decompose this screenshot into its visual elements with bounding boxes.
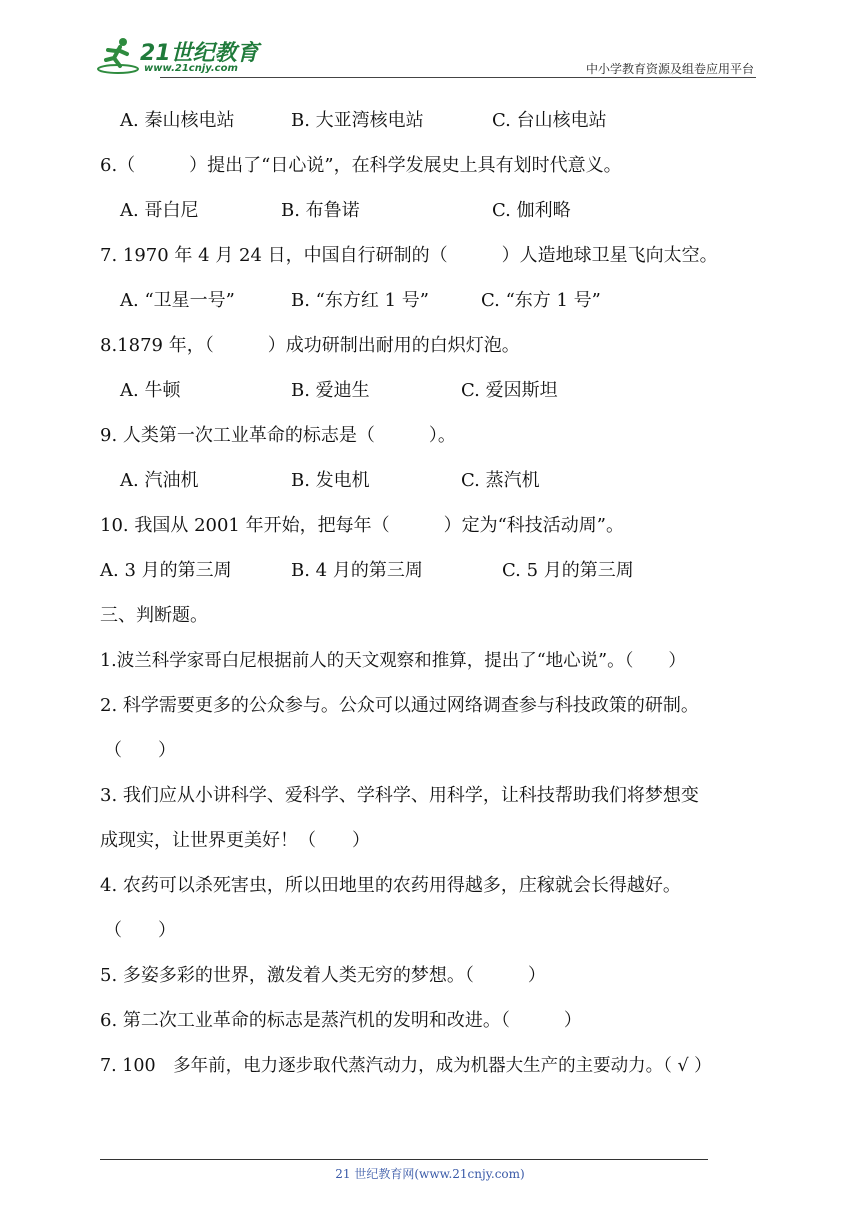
- q8-option-b: B. 爱迪生: [291, 380, 370, 401]
- q7-option-b: B. “东方红 1 号”: [291, 290, 429, 311]
- q9-option-a: A. 汽油机: [120, 470, 199, 491]
- question-6: 6.（ ）提出了“日心说”，在科学发展史上具有划时代意义。: [100, 155, 622, 176]
- judge-4-line-1: 4. 农药可以杀死害虫，所以田地里的农药用得越多，庄稼就会长得越好。: [100, 875, 681, 896]
- q10-option-c: C. 5 月的第三周: [502, 560, 634, 581]
- q6-option-a: A. 哥白尼: [120, 200, 199, 221]
- q5-option-a: A. 秦山核电站: [120, 110, 235, 131]
- question-10: 10. 我国从 2001 年开始，把每年（ ）定为“科技活动周”。: [100, 515, 625, 536]
- section-3-title: 三、判断题。: [100, 605, 208, 626]
- judge-3-line-1: 3. 我们应从小讲科学、爱科学、学科学、用科学，让科技帮助我们将梦想变: [100, 785, 699, 806]
- q6-option-b: B. 布鲁诺: [281, 200, 360, 221]
- q10-option-b: B. 4 月的第三周: [291, 560, 423, 581]
- q8-option-c: C. 爱因斯坦: [461, 380, 558, 401]
- judge-3-line-2: 成现实，让世界更美好！（ ）: [100, 830, 370, 851]
- question-9: 9. 人类第一次工业革命的标志是（ ）。: [100, 425, 456, 446]
- q5-option-b: B. 大亚湾核电站: [291, 110, 424, 131]
- logo-text: 21世纪教育: [140, 41, 259, 66]
- q6-option-c: C. 伽利略: [492, 200, 571, 221]
- header-divider: [160, 77, 756, 78]
- question-7: 7. 1970 年 4 月 24 日，中国自行研制的（ ）人造地球卫星飞向太空。: [100, 245, 718, 266]
- q5-option-c: C. 台山核电站: [492, 110, 607, 131]
- judge-1: 1.波兰科学家哥白尼根据前人的天文观察和推算，提出了“地心说”。（ ）: [100, 651, 686, 671]
- q7-option-c: C. “东方 1 号”: [481, 290, 601, 311]
- judge-5: 5. 多姿多彩的世界，激发着人类无穷的梦想。（ ）: [100, 965, 546, 986]
- logo-url: www.21cnjy.com: [144, 63, 238, 74]
- judge-7: 7. 100 多年前，电力逐步取代蒸汽动力，成为机器大生产的主要动力。（ √ ）: [100, 1056, 712, 1076]
- platform-title: 中小学教育资源及组卷应用平台: [585, 62, 754, 76]
- judge-2-line-1: 2. 科学需要更多的公众参与。公众可以通过网络调查参与科技政策的研制。: [100, 695, 699, 716]
- q7-option-a: A. “卫星一号”: [120, 290, 235, 311]
- judge-2-line-2: （ ）: [104, 740, 176, 761]
- q9-option-c: C. 蒸汽机: [461, 470, 540, 491]
- footer-divider: [100, 1159, 708, 1160]
- judge-4-line-2: （ ）: [104, 920, 176, 941]
- q8-option-a: A. 牛顿: [120, 380, 181, 401]
- q9-option-b: B. 发电机: [291, 470, 370, 491]
- footer-text: 21 世纪教育网(www.21cnjy.com): [335, 1167, 525, 1181]
- q10-option-a: A. 3 月的第三周: [100, 560, 232, 581]
- site-logo: [96, 36, 266, 78]
- judge-6: 6. 第二次工业革命的标志是蒸汽机的发明和改进。（ ）: [100, 1010, 582, 1031]
- question-8: 8.1879 年，（ ）成功研制出耐用的白炽灯泡。: [100, 335, 520, 356]
- runner-logo-icon: [96, 36, 140, 76]
